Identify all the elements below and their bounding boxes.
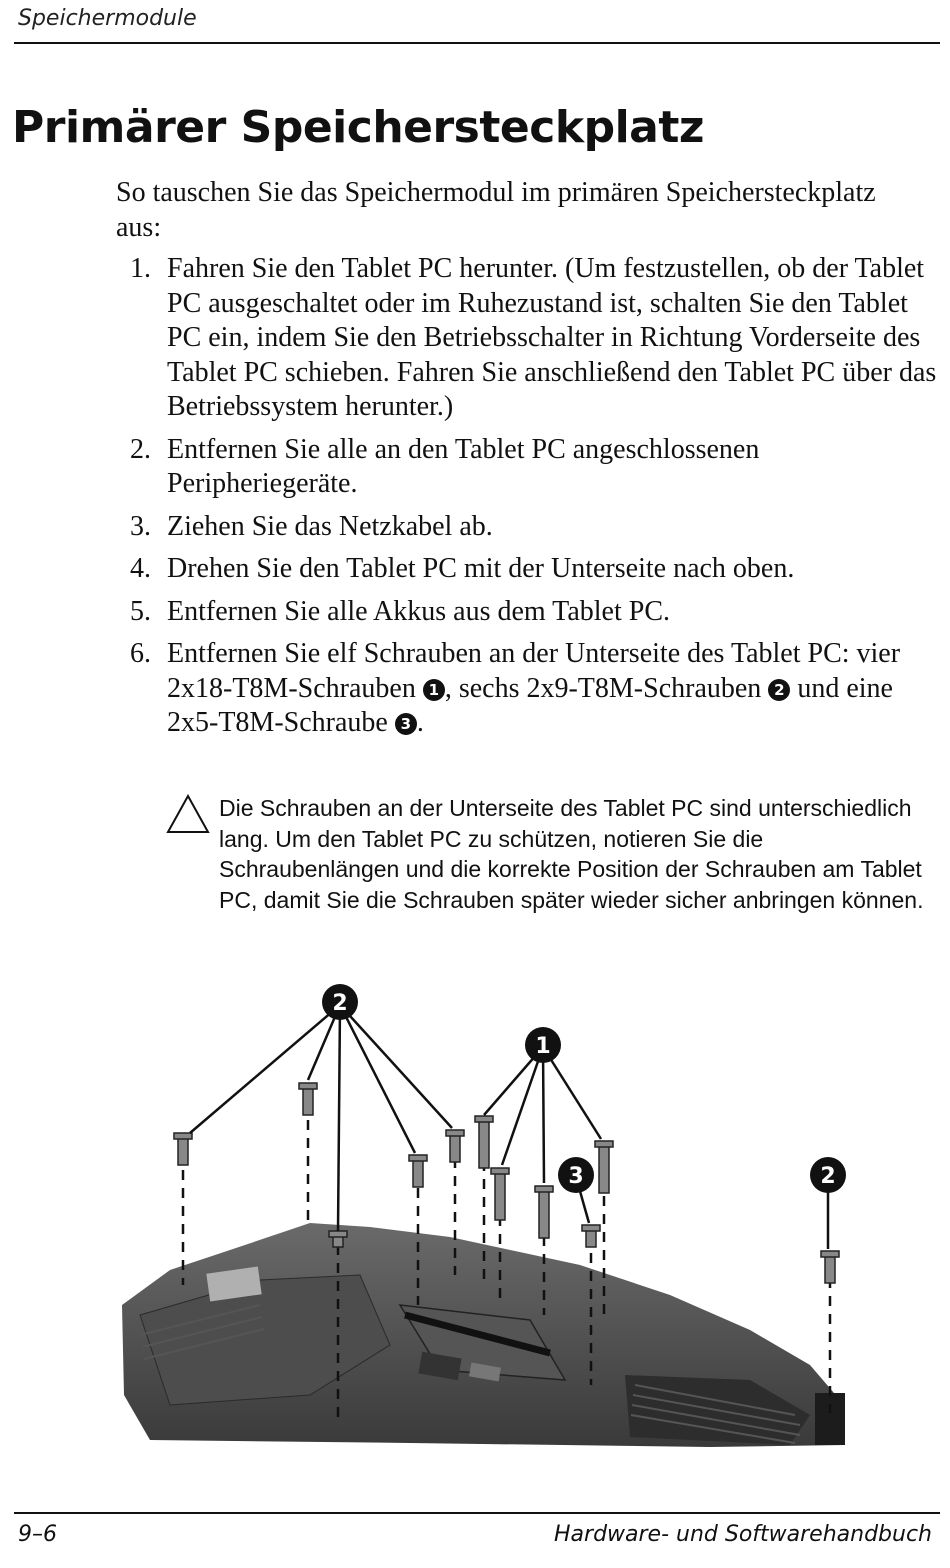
step-6 [130,637,940,741]
procedure-steps [130,252,940,749]
intro-paragraph: So tauschen Sie das Speichermodul im primären Speichersteckplatz aus: [116,177,876,243]
caution-note: Die Schrauben an der Unterseite des Tablet PC sind unterschiedlich lang. Um den Tablet PC zu schützen, notieren Sie die Schraubenlängen und die korrekte Position der Schrauben am Tablet PC, damit Sie die Schrauben später wieder sicher anbringen können. [219,795,924,913]
callout-3 [558,1157,594,1193]
step-text: Entfernen Sie alle Akkus aus dem Tablet PC. [167,595,670,627]
screw-removal-illustration [110,975,870,1465]
callout-2-badge: 2 [768,679,790,701]
callout-label: 2 [332,991,348,1016]
step-4 [130,552,940,587]
step-number: 1. [130,253,151,284]
callout-2-right [810,1157,846,1193]
footer-divider [14,1512,940,1514]
callout-1 [525,1027,561,1063]
callout-2-top [322,984,358,1020]
running-header: Speichermodule [18,6,197,31]
step-number: 4. [130,553,151,584]
step-text: Fahren Sie den Tablet PC herunter. (Um festzustellen, ob der Tablet PC ausgeschaltet oder im Ruhezustand ist, schalten Sie den Tablet PC ein, indem Sie den Betriebsschalter in Richtung Vorderseite des Tablet PC schieben. Fahren Sie anschließend den Tablet PC über das Betriebssystem herunter.) [167,253,937,422]
callout-label: 1 [535,1034,551,1059]
caution-triangle-icon [166,794,210,834]
step-1 [130,252,940,425]
callout-3-badge: 3 [395,713,417,735]
step-text-part: Entfernen Sie elf Schrauben an der Unterseite des Tablet PC: vier 2x18-T8M-Schrauben [167,638,901,704]
callout-label: 2 [820,1164,836,1189]
step-3 [130,510,940,545]
callout-1-badge: 1 [423,679,445,701]
step-text-part: . [416,707,424,738]
step-number: 3. [130,510,151,542]
step-number: 5. [130,595,151,627]
step-text: Drehen Sie den Tablet PC mit der Unterseite nach oben. [167,553,795,584]
step-text: Entfernen Sie alle an den Tablet PC angeschlossenen Peripheriegeräte. [167,433,760,499]
step-text [167,638,900,738]
step-text-part: , sechs 2x9-T8M-Schrauben [444,672,769,704]
book-title: Hardware- und Softwarehandbuch [554,1522,932,1547]
step-text-part: und eine 2x5-T8M-Schraube [167,672,893,738]
page-title: Primärer Speichersteckplatz [12,102,705,153]
callout-leader-lines [190,1005,828,1249]
callout-label: 3 [568,1164,584,1189]
step-number: 2. [130,433,151,465]
step-2 [130,433,940,502]
header-divider [14,42,940,44]
step-5 [130,595,940,630]
step-number: 6. [130,638,151,669]
page-number: 9–6 [18,1522,57,1547]
step-text: Ziehen Sie das Netzkabel ab. [167,510,493,542]
